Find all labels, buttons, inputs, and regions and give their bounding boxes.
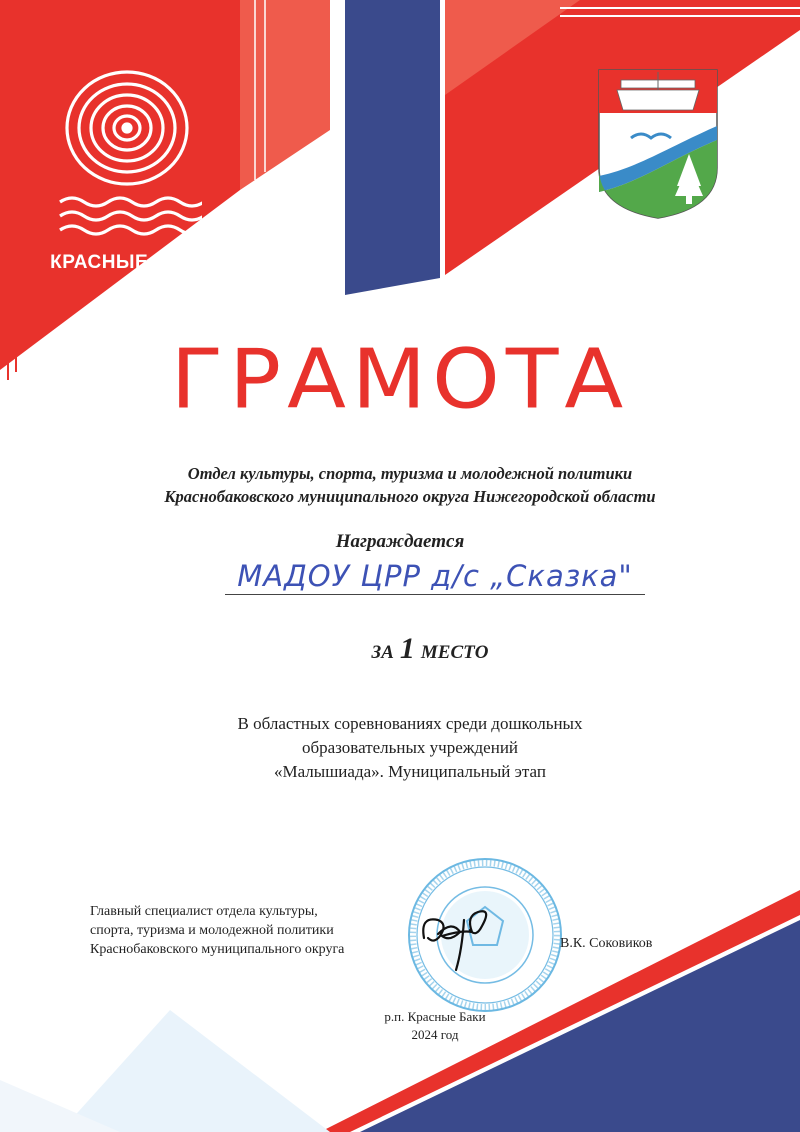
red-band-mid: [240, 0, 330, 190]
place-suffix: МЕСТО: [420, 642, 489, 663]
light-blue-haze: [60, 1010, 330, 1132]
logo-text: КРАСНЫЕ БАКИ: [50, 252, 208, 273]
description-line: «Малышиада». Муниципальный этап: [274, 762, 546, 781]
signer-line: Главный специалист отдела культуры,: [90, 904, 318, 919]
recipient-name: МАДОУ ЦРР д/с „Сказка": [225, 558, 645, 595]
certificate-title: ГРАМОТА: [170, 332, 630, 428]
issuer: [100, 462, 720, 508]
signature-icon: [418, 898, 508, 978]
navy-band-top: [345, 0, 440, 295]
place-award: [300, 632, 560, 666]
location: р.п. Красные Баки: [384, 1009, 486, 1024]
issuer-line: Отдел культуры, спорта, туризма и молодежной политики: [187, 464, 633, 483]
place-and-date: [360, 1008, 510, 1044]
description-line: В областных соревнованиях среди дошкольных: [237, 714, 583, 733]
signer-name: В.К. Соковиков: [560, 936, 653, 951]
issuer-line: Краснобаковского муниципального округа Нижегородской области: [164, 487, 656, 506]
description-line: образовательных учреждений: [301, 738, 519, 757]
place-prefix: ЗА: [371, 642, 394, 663]
signer-line: Краснобаковского муниципального округа: [90, 942, 345, 957]
tree-rings-logo-icon: [52, 70, 202, 250]
coat-of-arms-icon: [597, 68, 719, 220]
competition-description: [170, 712, 650, 784]
awarded-label: Награждается: [335, 531, 465, 552]
signer-line: спорта, туризма и молодежной политики: [90, 923, 334, 938]
year: 2024 год: [411, 1027, 459, 1042]
signer-title: [90, 902, 410, 959]
place-number: 1: [399, 632, 415, 665]
